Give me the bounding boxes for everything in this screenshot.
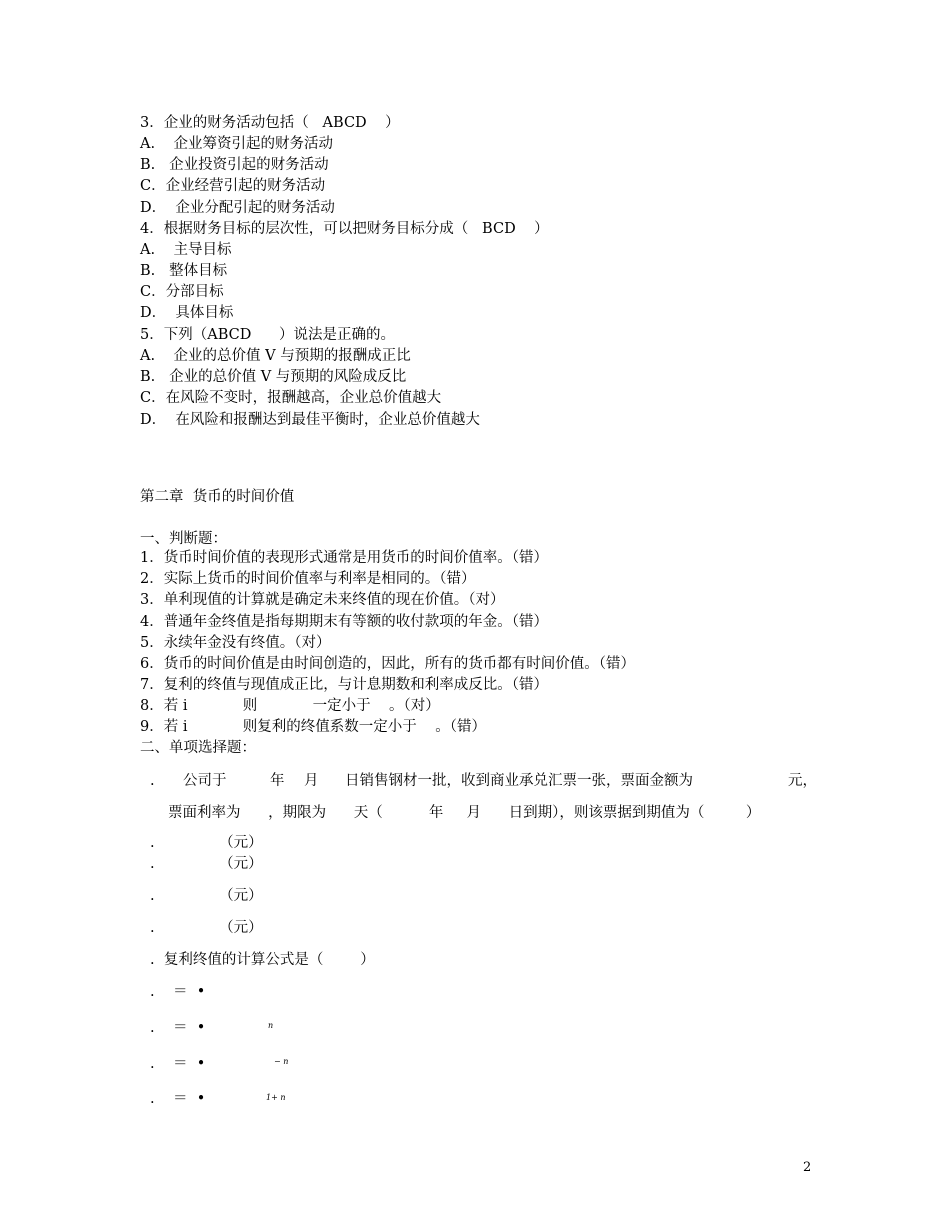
q5-option-c: C．在风险不变时，报酬越高，企业总价值越大 <box>140 390 442 406</box>
judgment-item-9: 9．若 i 则复利的终值系数一定小于 。（错） <box>140 719 486 735</box>
q4-option-b: B. 整体目标 <box>140 263 228 279</box>
single-choice-heading: 二、单项选择题： <box>140 740 256 756</box>
sc-q2-option-c-exponent: − n <box>274 1057 289 1066</box>
q3-option-c: C．企业经营引起的财务活动 <box>140 178 326 194</box>
sc-q1-line2: 票面利率为 ，期限为 天（ 年 月 日到期），则该票据到期值为（ ） <box>168 805 761 821</box>
q5-option-b: B. 企业的总价值 V 与预期的风险成反比 <box>140 369 407 385</box>
judgment-item-5: 5．永续年金没有终值。（对） <box>140 635 331 651</box>
judgment-item-3: 3．单利现值的计算就是确定未来终值的现在价值。（对） <box>140 592 505 608</box>
judgment-item-2: 2．实际上货币的时间价值率与利率是相同的。（错） <box>140 571 476 587</box>
sc-q2-option-b: . ＝ • <box>150 1020 206 1036</box>
sc-q1-part-company: 公司于 <box>183 773 227 789</box>
sc-q1-option-a: . （元） <box>150 835 263 851</box>
q3-stem: 3．企业的财务活动包括（ ABCD ） <box>140 115 400 131</box>
q5-option-d: D． 在风险和报酬达到最佳平衡时，企业总价值越大 <box>140 412 480 428</box>
judgment-item-6: 6．货币的时间价值是由时间创造的，因此，所有的货币都有时间价值。（错） <box>140 656 635 672</box>
sc-q1-part-sale: 日销售钢材一批，收到商业承兑汇票一张，票面金额为 <box>345 773 693 789</box>
judgment-item-1: 1．货币时间价值的表现形式通常是用货币的时间价值率。（错） <box>140 550 548 566</box>
sc-q1-part-month: 月 <box>304 773 319 789</box>
sc-q1-part-year: 年 <box>270 773 285 789</box>
page-number: 2 <box>803 1160 812 1175</box>
sc-q2-option-d: . ＝ • <box>150 1091 206 1107</box>
q3-option-a: A. 企业筹资引起的财务活动 <box>140 136 334 152</box>
chapter-title: 第二章 货币的时间价值 <box>140 489 295 505</box>
judgment-item-7: 7．复利的终值与现值成正比，与计息期数和利率成反比。（错） <box>140 677 548 693</box>
q5-option-a: A. 企业的总价值 V 与预期的报酬成正比 <box>140 348 411 364</box>
q3-option-b: B. 企业投资引起的财务活动 <box>140 157 329 173</box>
judgment-item-8: 8．若 i 则 一定小于 。（对） <box>140 698 440 714</box>
q4-stem: 4．根据财务目标的层次性，可以把财务目标分成（ BCD ） <box>140 221 549 237</box>
q5-stem: 5．下列（ABCD ）说法是正确的。 <box>140 327 395 343</box>
sc-q2-option-a: . ＝ • <box>150 984 206 1000</box>
q4-option-d: D． 具体目标 <box>140 305 234 321</box>
sc-q1-option-c: . （元） <box>150 888 263 904</box>
q4-option-a: A. 主导目标 <box>140 242 232 258</box>
q4-option-c: C．分部目标 <box>140 284 224 300</box>
sc-q1-dot: . <box>150 773 155 789</box>
sc-q2-option-b-exponent: n <box>268 1021 274 1030</box>
q3-option-d: D． 企业分配引起的财务活动 <box>140 200 335 216</box>
sc-q1-part-yuan: 元， <box>788 773 817 789</box>
sc-q2-option-c: . ＝ • <box>150 1056 206 1072</box>
judgment-item-4: 4．普通年金终值是指每期期末有等额的收付款项的年金。（错） <box>140 614 548 630</box>
sc-q1-option-d: . （元） <box>150 920 263 936</box>
sc-q2-option-d-exponent: 1+ n <box>266 1093 286 1102</box>
sc-q2-stem: . 复利终值的计算公式是（ ） <box>150 952 375 968</box>
sc-q1-option-b: . （元） <box>150 856 263 872</box>
judgment-heading: 一、判断题： <box>140 531 227 547</box>
